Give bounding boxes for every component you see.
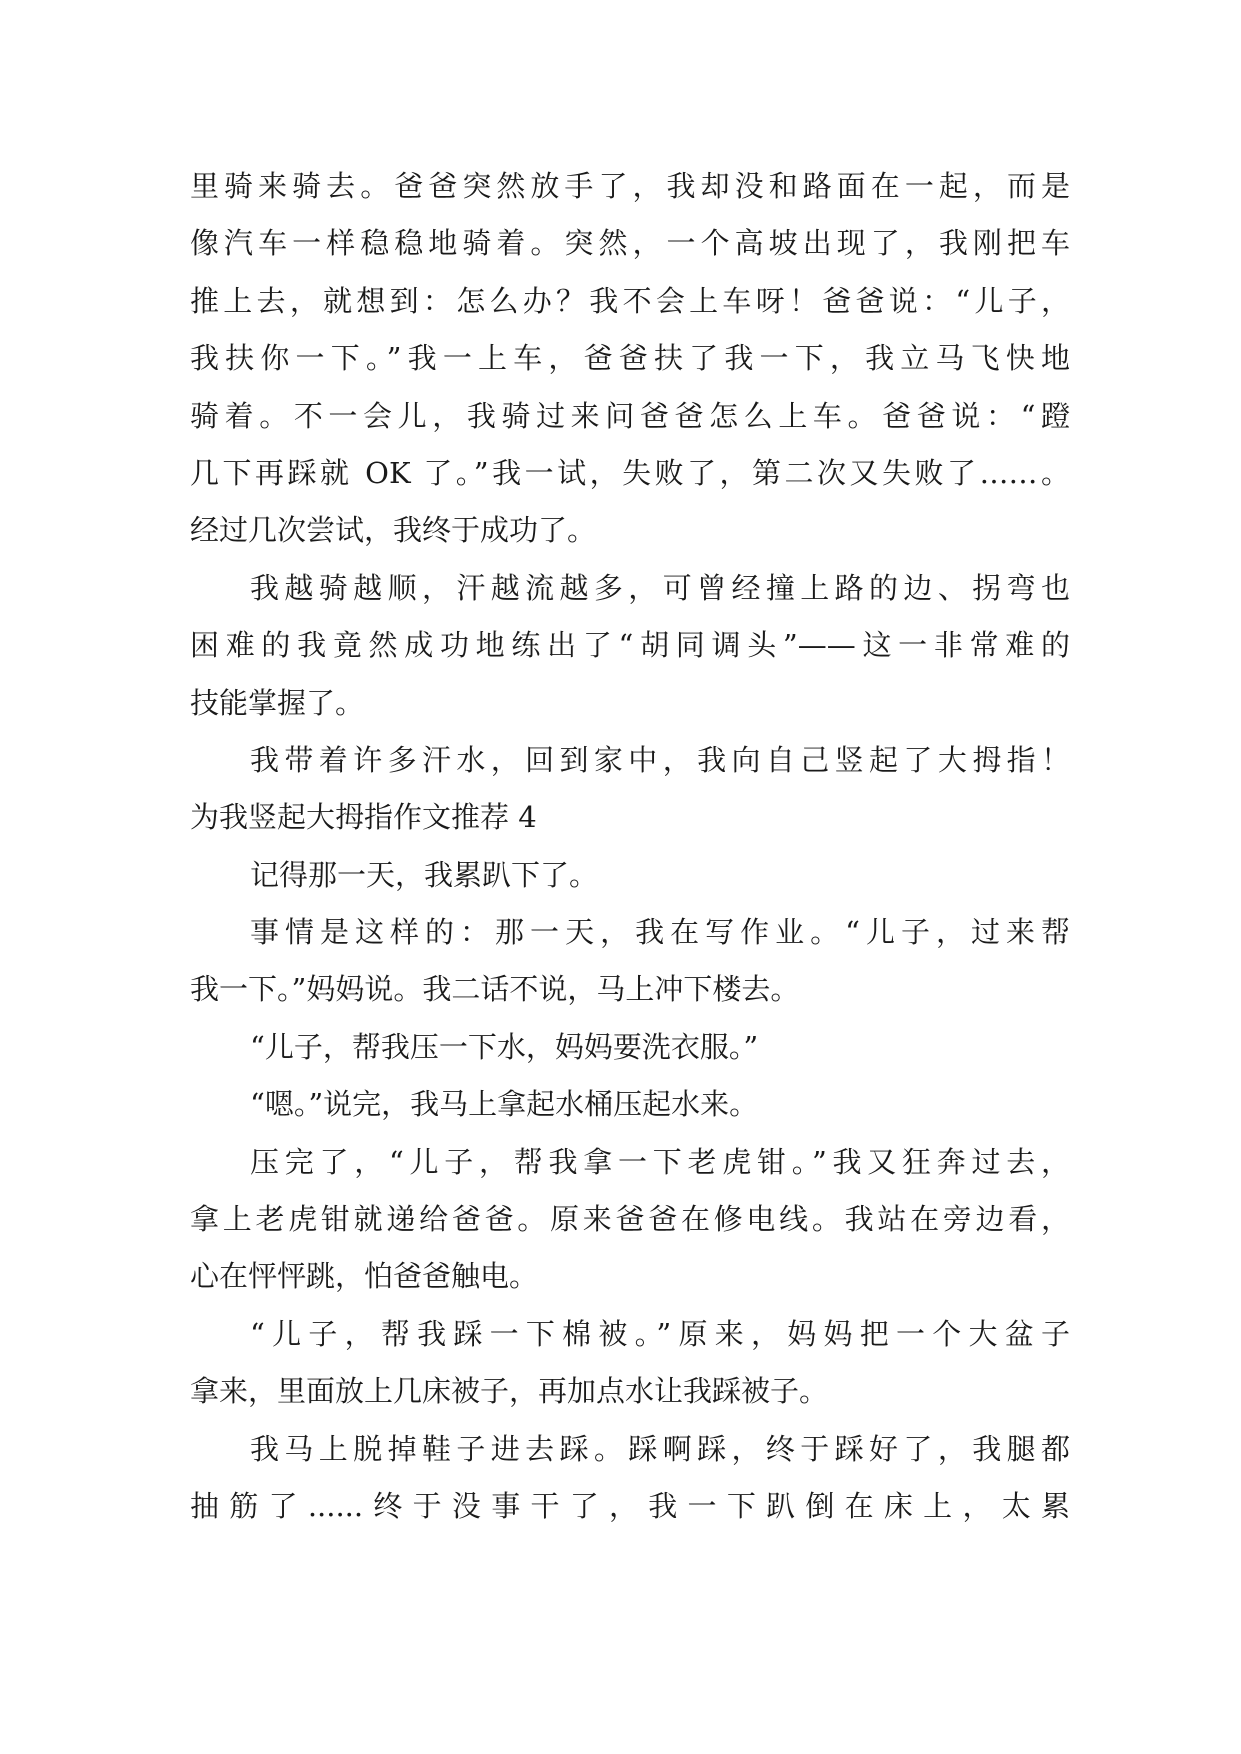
- essay-text: [190, 158, 1070, 1535]
- text-line: 抽筋了......终于没事干了，我一下趴倒在床上，太累: [190, 1488, 1070, 1523]
- text-line: 里骑来骑去。爸爸突然放手了，我却没和路面在一起，而是: [190, 169, 1070, 203]
- text-line: “儿子，帮我踩一下棉被。”原来，妈妈把一个大盆子: [250, 1316, 1070, 1351]
- text-line: “儿子，帮我压一下水，妈妈要洗衣服。”: [250, 1029, 759, 1064]
- text-line: 技能掌握了。: [190, 685, 365, 720]
- text-line: 我带着许多汗水，回到家中，我向自己竖起了大拇指！: [250, 742, 1070, 777]
- text-line: 我马上脱掉鞋子进去踩。踩啊踩，终于踩好了，我腿都: [250, 1431, 1070, 1466]
- text-line: 心在怦怦跳，怕爸爸触电。: [190, 1259, 539, 1294]
- text-line: 我越骑越顺，汗越流越多，可曾经撞上路的边、拐弯也: [250, 570, 1070, 605]
- text-line: 困难的我竟然成功地练出了“胡同调头”——这一非常难的: [190, 628, 1070, 663]
- text-line: 压完了，“儿子，帮我拿一下老虎钳。”我又狂奔过去，: [250, 1144, 1070, 1179]
- text-line: 经过几次尝试，我终于成功了。: [190, 513, 597, 548]
- text-line: 我扶你一下。”我一上车，爸爸扶了我一下，我立马飞快地: [190, 341, 1070, 376]
- text-line: 拿上老虎钳就递给爸爸。原来爸爸在修电线。我站在旁边看，: [190, 1202, 1070, 1237]
- text-line: “嗯。”说完，我马上拿起水桶压起水来。: [250, 1087, 759, 1122]
- text-line: 骑着。不一会儿，我骑过来问爸爸怎么上车。爸爸说：“蹬: [190, 398, 1070, 433]
- text-line: 记得那一天，我累趴下了。: [250, 857, 599, 892]
- text-line: 几下再踩就 OK 了。”我一试，失败了，第二次又失败了……。: [190, 455, 1070, 490]
- text-line: 我一下。”妈妈说。我二话不说，马上冲下楼去。: [190, 972, 800, 1007]
- section-heading: 为我竖起大拇指作文推荐 4: [190, 800, 537, 835]
- text-line: 事情是这样的：那一天，我在写作业。“儿子，过来帮: [250, 915, 1070, 950]
- text-line: 像汽车一样稳稳地骑着。突然，一个高坡出现了，我刚把车: [190, 226, 1070, 261]
- text-line: 推上去，就想到：怎么办？我不会上车呀！爸爸说：“儿子，: [190, 283, 1070, 318]
- text-line: 拿来，里面放上几床被子，再加点水让我踩被子。: [190, 1374, 829, 1409]
